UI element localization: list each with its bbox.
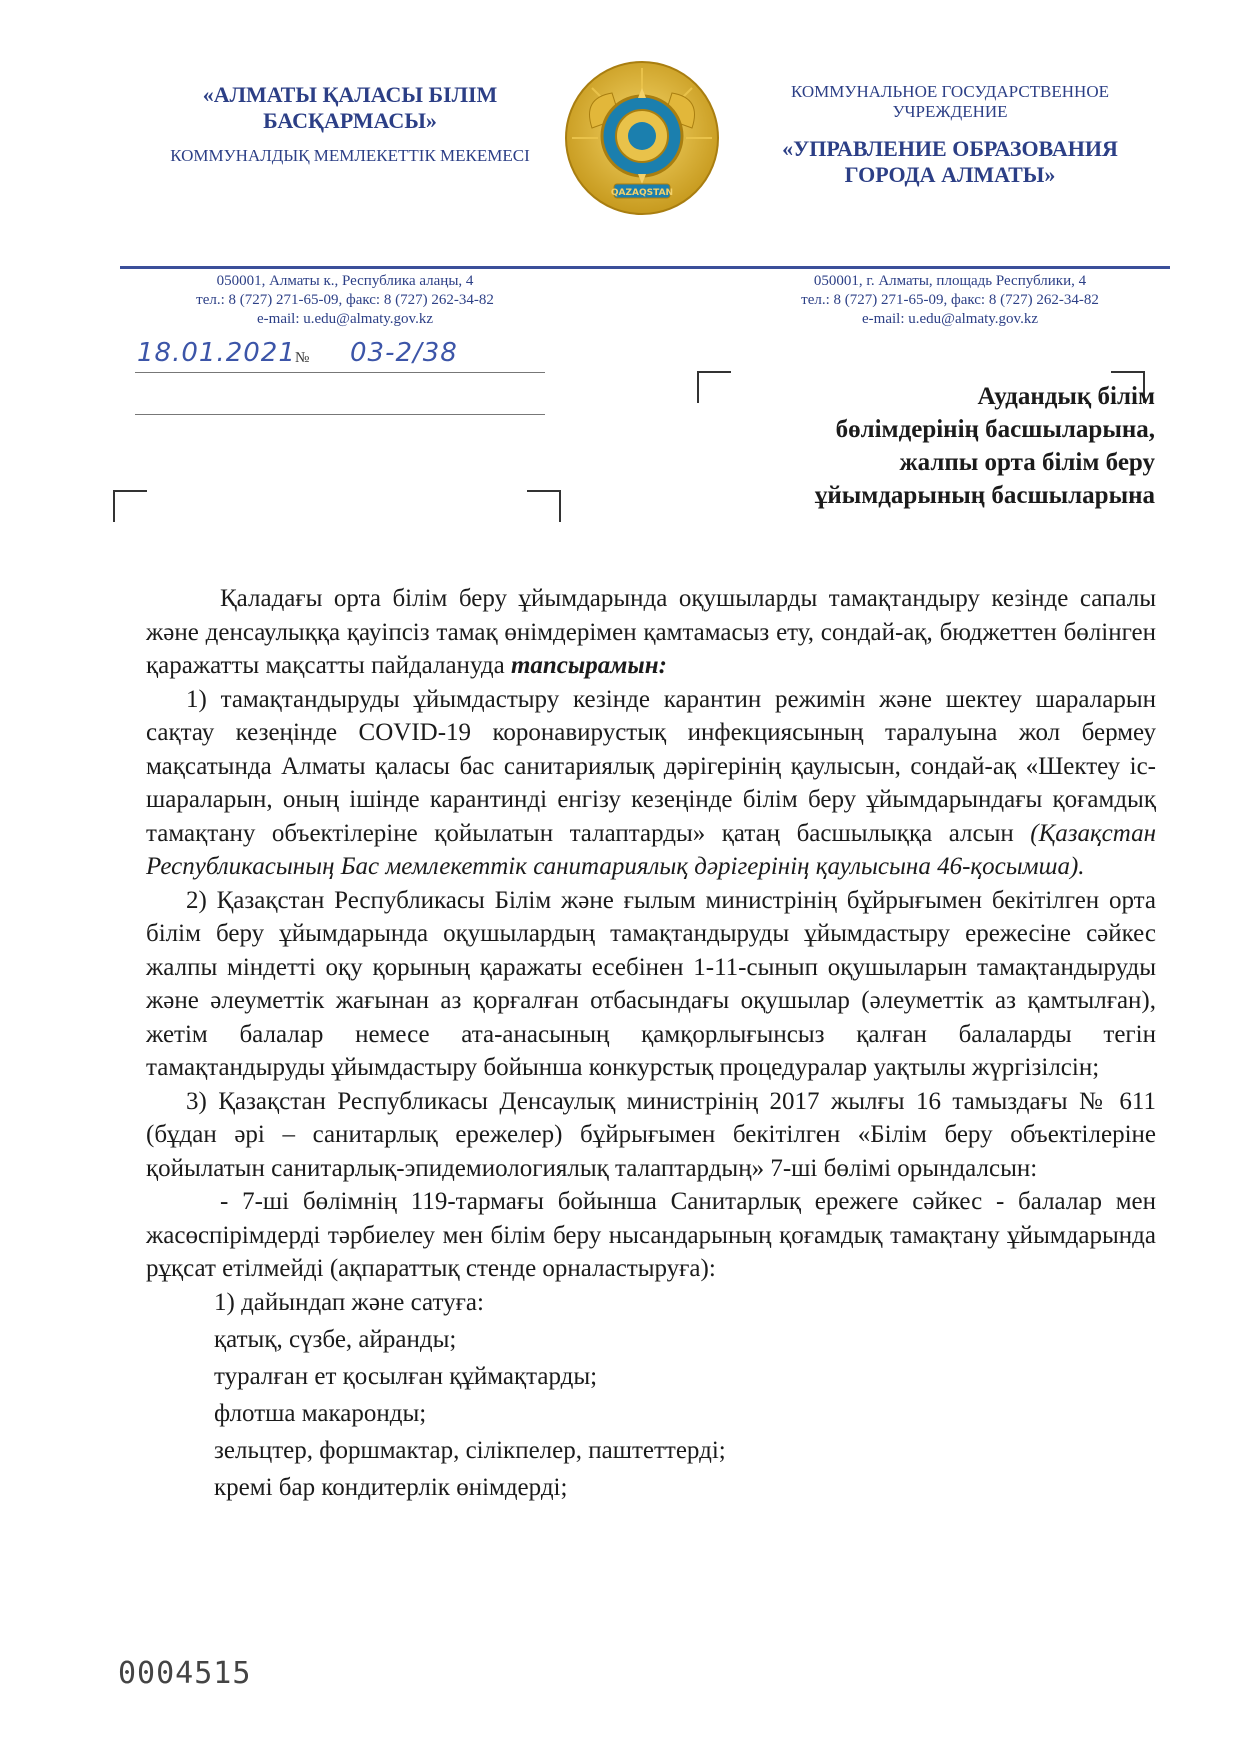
org-name-kz: «АЛМАТЫ ҚАЛАСЫ БІЛІМ БАСҚАРМАСЫ» [202, 82, 498, 133]
list-item: кремі бар кондитерлік өнімдерді; [214, 1473, 568, 1501]
list-item: зельцтер, форшмактар, сілікпелер, паштеттерді; [214, 1436, 726, 1464]
instruction-word: тапсырамын: [510, 652, 667, 679]
sub-clause: - 7-ші бөлімнің 119-тармағы бойынша Санитарлық ережеге сәйкес - балалар мен жасөспірімдерді тәрбиелеу мен білім беру нысандарының қоғамдық тамақтану ұйымдарында рұқсат етілмейді (ақпараттық стенде орналастыруға): [146, 1188, 1156, 1282]
org-name-ru: «УПРАВЛЕНИЕ ОБРАЗОВАНИЯ ГОРОДА АЛМАТЫ» [782, 136, 1118, 187]
email-line: e-mail: u.edu@almaty.gov.kz [862, 311, 1038, 327]
address-kazakh [140, 272, 550, 329]
registration-block [135, 338, 545, 374]
addressee-line: бөлімдерінің басшыларына, [835, 416, 1155, 443]
phone-line: тел.: 8 (727) 271-65-09, факс: 8 (727) 262-34-82 [196, 292, 494, 308]
header-divider [120, 266, 1170, 269]
address-line: 050001, Алматы к., Республика алаңы, 4 [216, 273, 474, 289]
address-russian [745, 272, 1155, 329]
prohibited-list [146, 1286, 1156, 1504]
org-type-kz: КОММУНАЛДЫҚ МЕМЛЕКЕТТІК МЕКЕМЕСІ [170, 146, 530, 165]
intro-text: Қаладағы орта білім беру ұйымдарында оқушыларды тамақтандыру кезінде сапалы және денсаулыққа қауіпсіз тамақ өнімдерімен қамтамасыз ету, сондай-ақ, бюджеттен бөлінген қаражатты мақсатты пайдалануда [146, 585, 1156, 679]
item-3: 3) Қазақстан Республикасы Денсаулық министрінің 2017 жылғы 16 тамыздағы № 611 (бұдан әрі – санитарлық ережелер) бұйрығымен бекітілген «Білім беру объектілеріне қойылатын санитарлық-эпидемиологиялық талаптардың» 7-ші бөлімі орындалсын: [146, 1087, 1156, 1182]
letterhead-russian [745, 82, 1155, 188]
intro-paragraph [146, 582, 1156, 683]
emblem-caption: QAZAQSTAN [610, 188, 674, 198]
registration-number: 03-2/38 [350, 338, 458, 368]
list-item: туралған ет қосылған құймақтарды; [214, 1362, 598, 1390]
item-1-text: 1) тамақтандыруды ұйымдастыру кезінде карантин режимін және шектеу шараларын сақтау кезеңінде COVID-19 коронавирустық инфекциясының таралуына жол бермеу мақсатында Алматы қаласы бас санитариялық дәрігерінің қаулысын, сондай-ақ «Шектеу іс-шараларын, оның ішінде карантинді енгізу кезеңінде білім беру ұйымдарындағы қоғамдық тамақтану объектілеріне қойылатын талаптарды» қатаң басшылыққа алсын [146, 685, 1156, 847]
state-emblem-icon [562, 58, 722, 218]
addressee-line: ұйымдарының басшыларына [814, 482, 1155, 509]
registration-underline [135, 372, 545, 373]
item-2: 2) Қазақстан Республикасы Білім және ғылым министрінің бұйрығымен бекітілген орта білім беру ұйымдарында оқушылардың тамақтандыруды ұйымдастыру ережесіне сәйкес жалпы міндетті оқу қорының қаражаты есебінен 1-11-сынып оқушыларын тамақтандыруды және әлеуметтік жағынан аз қорғалған отбасындағы оқушылар (әлеуметтік аз қамтылған), жетім балалар немесе ата-анасының қамқорлығынсыз қалған балаларды тегін тамақтандыруды ұйымдастыру бойынша конкурстық процедуралар уақтылы жүргізілсін; [146, 886, 1156, 1081]
address-line: 050001, г. Алматы, площадь Республики, 4 [813, 273, 1087, 289]
email-line: e-mail: u.edu@almaty.gov.kz [257, 311, 433, 327]
registration-date: 18.01.2021 [137, 338, 296, 368]
corner-mark [113, 490, 147, 522]
reference-underline [135, 414, 545, 415]
addressee-line: Аудандық білім [977, 383, 1155, 410]
item-1 [146, 683, 1156, 884]
serial-stamp: 0004515 [118, 1656, 252, 1691]
list-heading: 1) дайындап және сатуға: [214, 1288, 484, 1316]
list-item: қатық, сүзбе, айранды; [214, 1325, 457, 1353]
addressee-line: жалпы орта білім беру [899, 449, 1155, 476]
item-1-note: (Қазақстан Республикасының Бас мемлекеттік санитариялық дәрігерінің қаулысына 46-қосымша). [146, 819, 1157, 880]
number-sign: № [295, 350, 310, 366]
org-type-ru: КОММУНАЛЬНОЕ ГОСУДАРСТВЕННОЕ УЧРЕЖДЕНИЕ [790, 82, 1109, 121]
letterhead-kazakh [150, 82, 550, 166]
letter-body [146, 582, 1156, 1508]
phone-line: тел.: 8 (727) 271-65-09, факс: 8 (727) 262-34-82 [801, 292, 1099, 308]
list-item: флотша макаронды; [214, 1399, 427, 1427]
addressee-block [675, 380, 1155, 512]
corner-mark [527, 490, 561, 522]
